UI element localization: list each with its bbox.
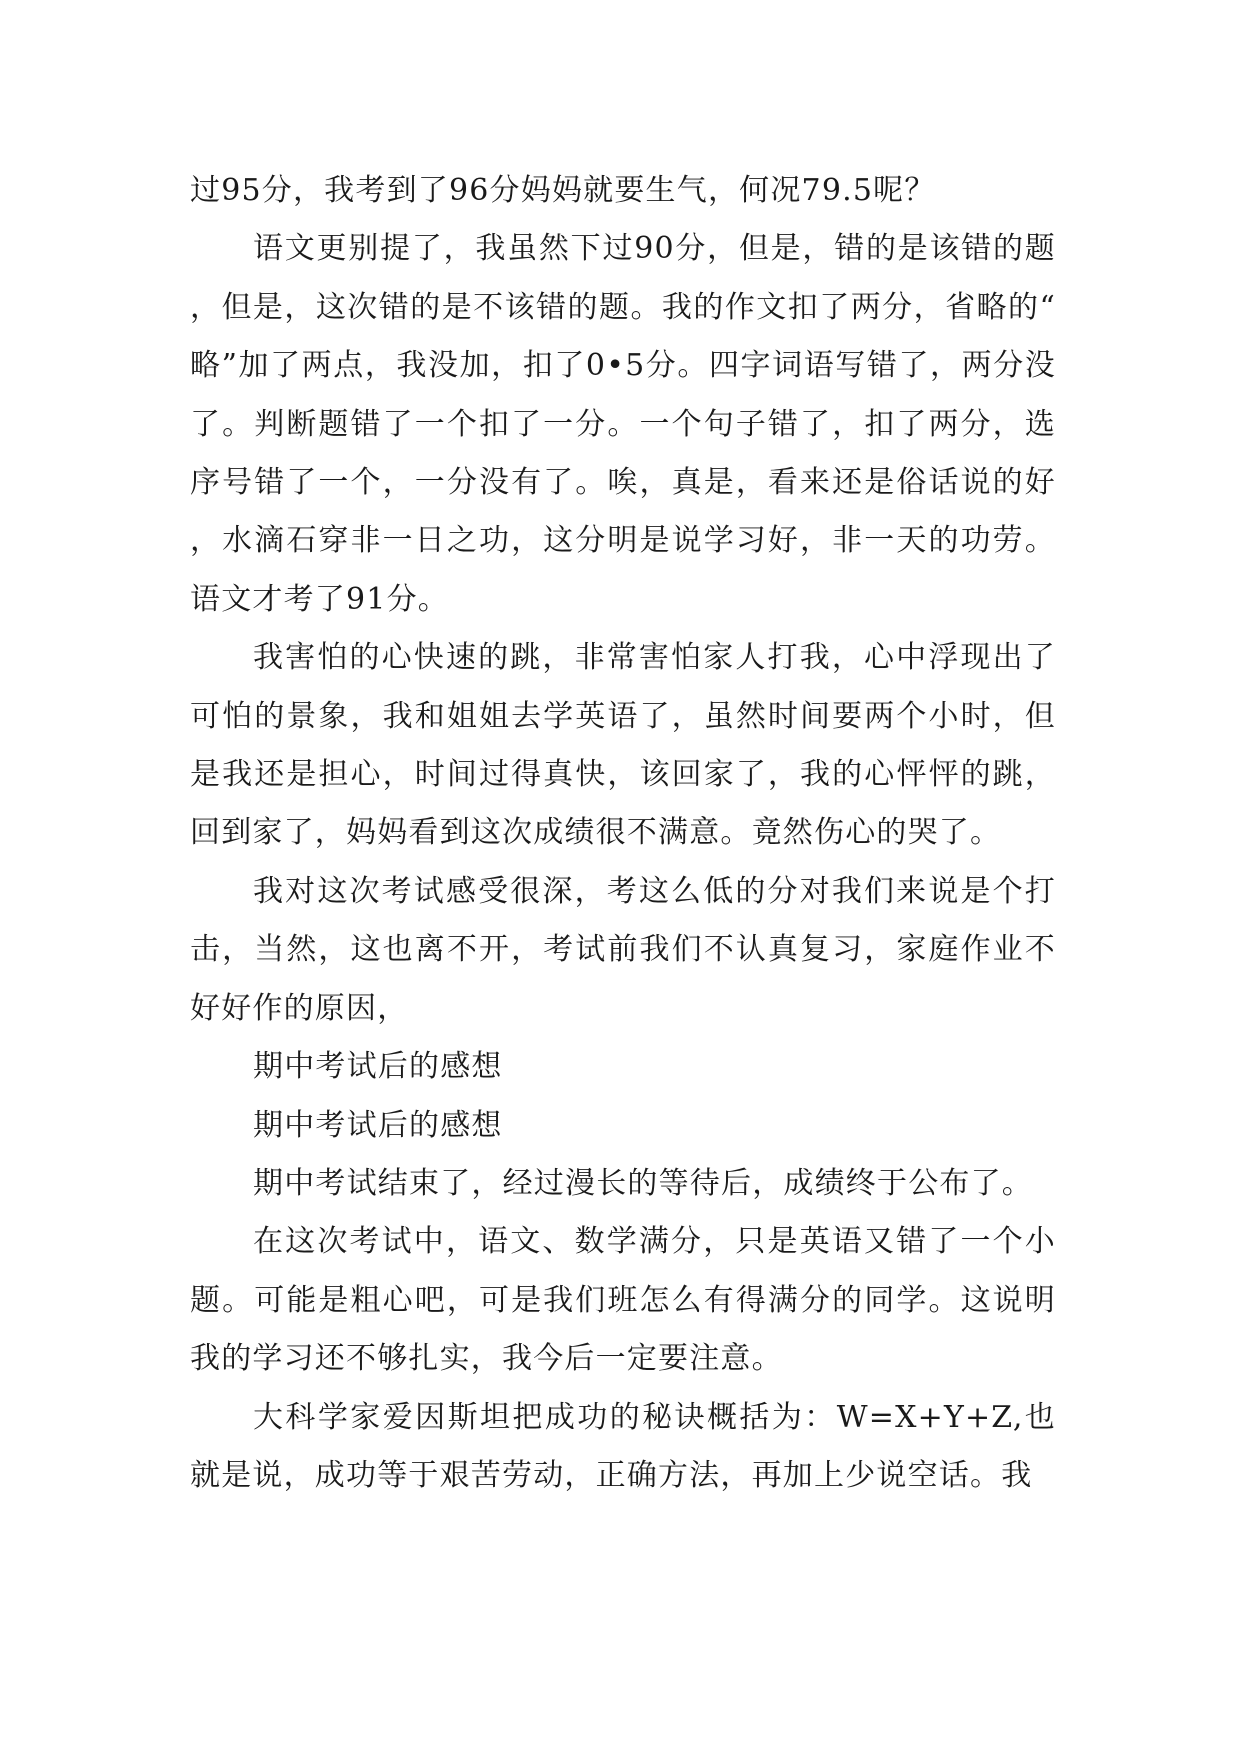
paragraph-fear: 我害怕的心快速的跳，非常害怕家人打我，心中浮现出了可怕的景象，我和姐姐去学英语了，虽然时间要两个小时，但是我还是担心，时间过得真快，该回家了，我的心怦怦的跳，回到家了，妈妈看到这次成绩很不满意。竟然伤心的哭了。	[190, 640, 1056, 851]
paragraph-exam-ended: 期中考试结束了，经过漫长的等待后，成绩终于公布了。	[253, 1165, 1033, 1201]
paragraph-reflection: 我对这次考试感受很深，考这么低的分对我们来说是个打击，当然，这也离不开，考试前我们不认真复习，家庭作业不好好作的原因，	[190, 873, 1056, 1026]
document-body	[190, 162, 1056, 1505]
section-title-repeat: 期中考试后的感想	[253, 1107, 503, 1143]
paragraph-continuation: 过95分，我考到了96分妈妈就要生气，何况79.5呢？	[190, 173, 936, 208]
section-title: 期中考试后的感想	[253, 1049, 503, 1085]
paragraph-chinese-score: 语文更别提了，我虽然下过90分，但是，错的是该错的题，但是，这次错的是不该错的题。我的作文扣了两分，省略的“略”加了两点，我没加，扣了0•5分。四字词语写错了，两分没了。判断题错了一个扣了一分。一个句子错了，扣了两分，选序号错了一个，一分没有了。唉，真是，看来还是俗话说的好，水滴石穿非一日之功，这分明是说学习好，非一天的功劳。语文才考了91分。	[190, 231, 1056, 617]
paragraph-einstein: 大科学家爱因斯坦把成功的秘诀概括为：W=X+Y+Z,也就是说，成功等于艰苦劳动，正确方法，再加上少说空话。我	[190, 1399, 1056, 1493]
paragraph-exam-results: 在这次考试中，语文、数学满分，只是英语又错了一个小题。可能是粗心吧，可是我们班怎么有得满分的同学。这说明我的学习还不够扎实，我今后一定要注意。	[190, 1224, 1056, 1377]
